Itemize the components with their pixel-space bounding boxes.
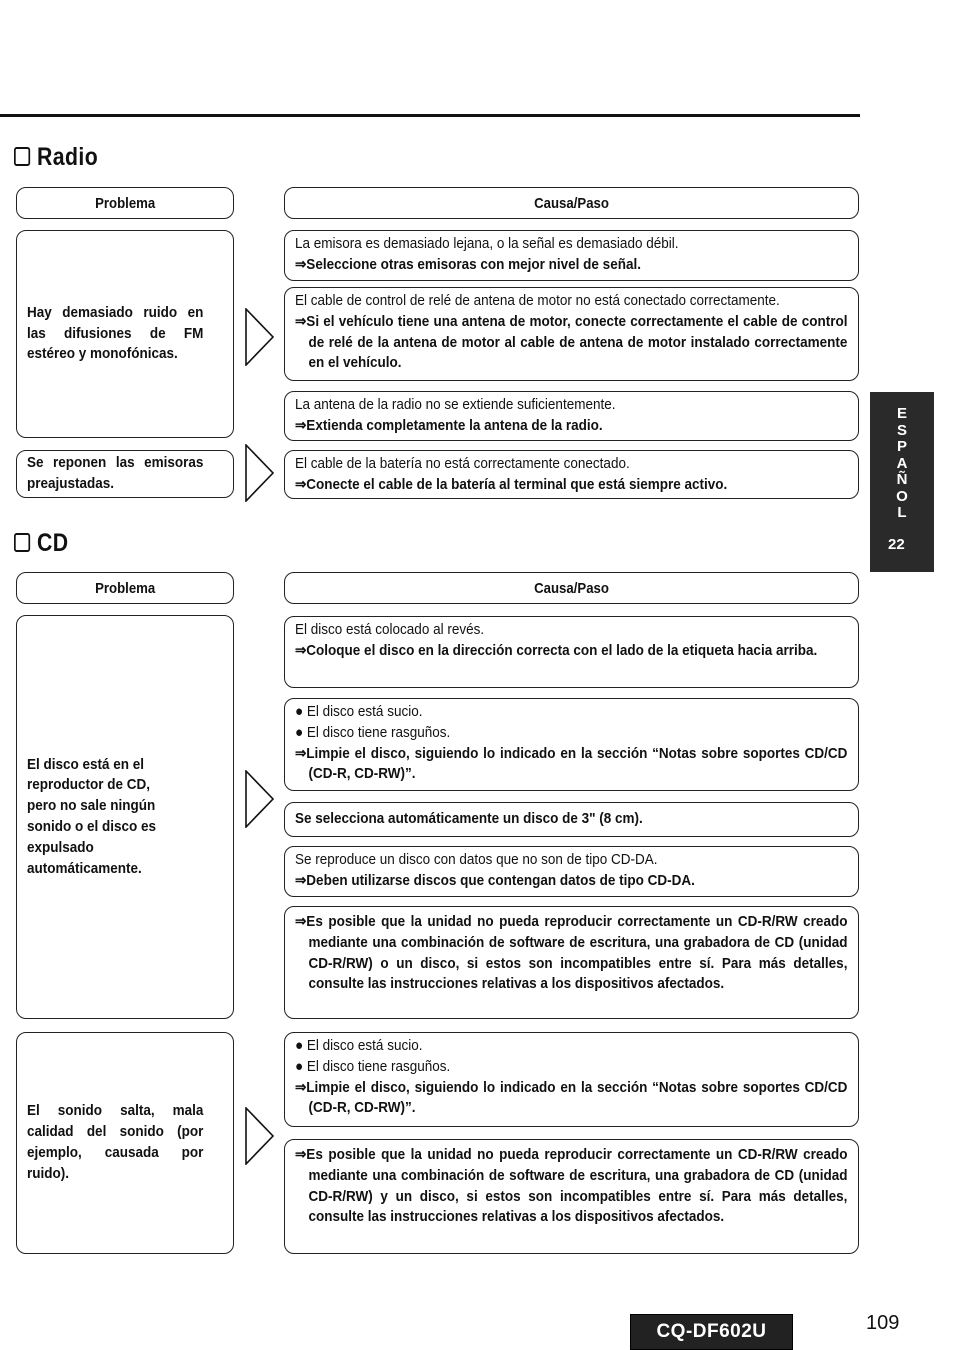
cd-section-title: CD bbox=[14, 529, 68, 558]
language-tab-letters: E S P A Ñ O L bbox=[896, 405, 908, 521]
page-number: 109 bbox=[866, 1312, 900, 1334]
cd-cause-3: Se selecciona automáticamente un disco de 3" (8 cm). bbox=[284, 802, 859, 837]
arrow-right-icon bbox=[245, 308, 275, 366]
arrow-right-icon bbox=[245, 444, 275, 502]
cd-cause-5: ⇒Es posible que la unidad no pueda reproducir correctamente un CD-R/RW creado mediante una combinación de software de escritura, una grabadora de CD (unidad CD-R/RW) o un disco, si estos son incompatibles entre sí. Para más detalles, consulte las instrucciones relativas a los dispositivos afectados. bbox=[284, 906, 859, 1019]
cd-cause-header: Causa/Paso bbox=[284, 572, 859, 604]
radio-cause-3: La antena de la radio no se extiende suficientemente. ⇒Extienda completamente la antena de la radio. bbox=[284, 391, 859, 441]
radio-section-title: Radio bbox=[14, 143, 98, 172]
cd-cause-2: ● El disco está sucio. ● El disco tiene rasguños. ⇒Limpie el disco, siguiendo lo indicado en la sección “Notas sobre soportes CD/CD (CD-R, CD-RW)”. bbox=[284, 698, 859, 791]
radio-cause-header: Causa/Paso bbox=[284, 187, 859, 219]
cd-cause-1: El disco está colocado al revés. ⇒Coloque el disco en la dirección correcta con el lado de la etiqueta hacia arriba. bbox=[284, 616, 859, 688]
cd-problem-header: Problema bbox=[16, 572, 234, 604]
arrow-right-icon bbox=[245, 1107, 275, 1165]
cd-cause-6: ● El disco está sucio. ● El disco tiene rasguños. ⇒Limpie el disco, siguiendo lo indicado en la sección “Notas sobre soportes CD/CD (CD-R, CD-RW)”. bbox=[284, 1032, 859, 1127]
cd-problem-2: El sonido salta, mala calidad del sonido (por ejemplo, causada por ruido). bbox=[16, 1032, 234, 1254]
radio-problem-1: Hay demasiado ruido en las difusiones de FM estéreo y monofónicas. bbox=[16, 230, 234, 438]
top-rule bbox=[0, 114, 860, 117]
radio-cause-2: El cable de control de relé de antena de motor no está conectado correctamente. ⇒Si el vehículo tiene una antena de motor, conecte correctamente el cable de control de relé de la antena de motor al cable de antena de motor instalado correctamente en el vehículo. bbox=[284, 287, 859, 381]
square-bullet-icon bbox=[14, 147, 30, 166]
cd-problem-1: El disco está en el reproductor de CD, pero no sale ningún sonido o el disco es expulsado automáticamente. bbox=[16, 615, 234, 1019]
model-badge: CQ-DF602U bbox=[630, 1314, 793, 1350]
radio-problem-header: Problema bbox=[16, 187, 234, 219]
cd-cause-7: ⇒Es posible que la unidad no pueda reproducir correctamente un CD-R/RW creado mediante una combinación de software de escritura, una grabadora de CD (unidad CD-R/RW) y un disco, si estos son incompatibles entre sí. Para más detalles, consulte las instrucciones relativas a los dispositivos afectados. bbox=[284, 1139, 859, 1254]
arrow-right-icon bbox=[245, 770, 275, 828]
radio-cause-1: La emisora es demasiado lejana, o la señal es demasiado débil. ⇒Seleccione otras emisoras con mejor nivel de señal. bbox=[284, 230, 859, 281]
square-bullet-icon bbox=[14, 533, 30, 552]
language-tab-number: 22 bbox=[888, 536, 905, 553]
cd-cause-4: Se reproduce un disco con datos que no son de tipo CD-DA. ⇒Deben utilizarse discos que contengan datos de tipo CD-DA. bbox=[284, 846, 859, 897]
radio-problem-2: Se reponen las emisoras preajustadas. bbox=[16, 450, 234, 498]
language-tab bbox=[870, 392, 934, 572]
radio-cause-4: El cable de la batería no está correctamente conectado. ⇒Conecte el cable de la batería al terminal que está siempre activo. bbox=[284, 450, 859, 499]
